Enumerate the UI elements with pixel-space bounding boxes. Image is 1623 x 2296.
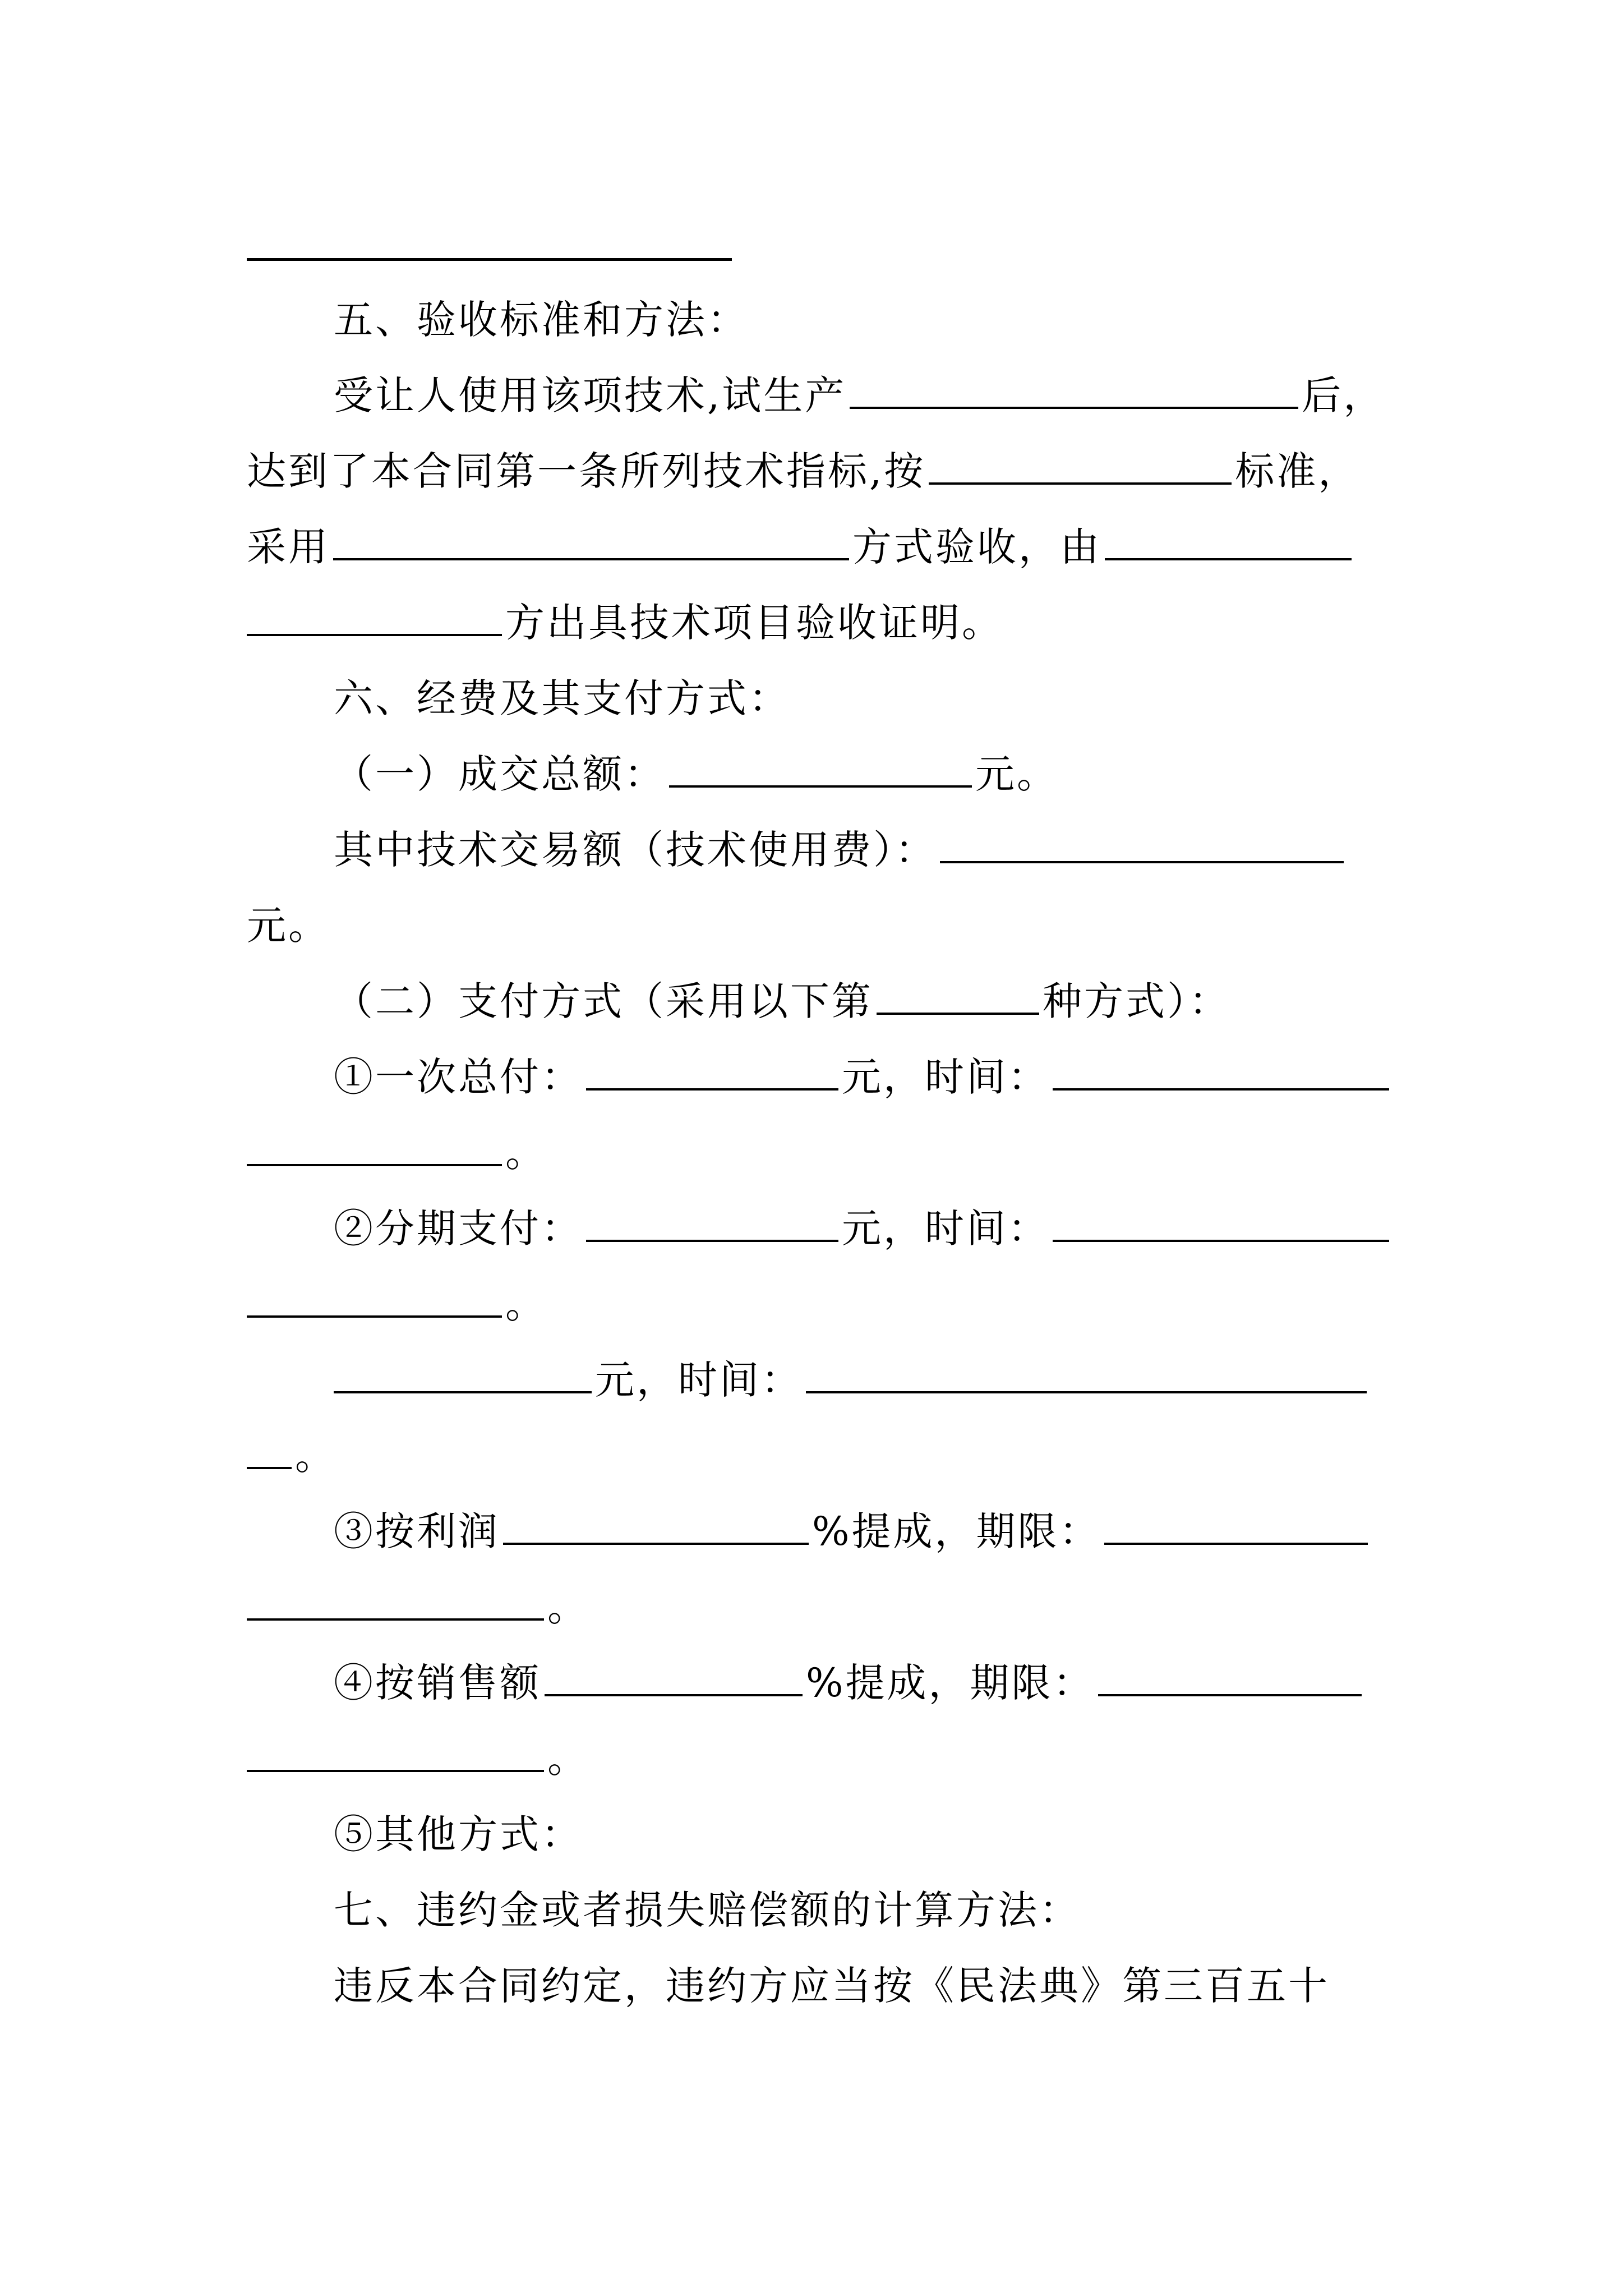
option-2-line: ②分期支付： 元，时间： bbox=[247, 1198, 1376, 1259]
fill-blank-issuing-party-cont[interactable] bbox=[247, 600, 502, 636]
fill-blank-tech-fee[interactable] bbox=[940, 827, 1344, 863]
fill-blank-total-amount[interactable] bbox=[669, 752, 972, 788]
payment-method-line: （二）支付方式（采用以下第 种方式）： bbox=[334, 978, 1230, 1024]
fill-blank-installment-2-time-cont[interactable] bbox=[247, 1433, 292, 1469]
fill-blank-sales-percent[interactable] bbox=[545, 1660, 803, 1696]
option-4-line-cont: 。 bbox=[247, 1728, 1376, 1789]
fill-blank-sales-term[interactable] bbox=[1098, 1660, 1362, 1696]
section-5-paragraph-line-3: 采用 方式验收，由 bbox=[247, 516, 1376, 578]
tech-fee-line-cont: 元。 bbox=[247, 903, 330, 949]
fill-blank-installment-2-amount[interactable] bbox=[334, 1358, 592, 1393]
fill-blank-issuing-party[interactable] bbox=[1105, 524, 1352, 560]
option-2-line-cont: 。 bbox=[247, 1273, 1376, 1335]
fill-blank-installment-2-time[interactable] bbox=[806, 1358, 1367, 1393]
fill-blank-acceptance-method[interactable] bbox=[333, 524, 849, 560]
option-2-second-installment-line-cont: 。 bbox=[247, 1425, 1376, 1487]
fill-blank-installment-time[interactable] bbox=[1053, 1206, 1389, 1242]
section-6-heading: 六、经费及其支付方式： bbox=[334, 675, 790, 721]
option-3-line-cont: 。 bbox=[247, 1576, 1376, 1638]
section-5-paragraph-line-4: 方出具技术项目验收证明。 bbox=[247, 592, 1376, 654]
section-5-heading: 五、验收标准和方法： bbox=[334, 297, 749, 343]
fill-blank-standard[interactable] bbox=[929, 449, 1232, 485]
tech-fee-line: 其中技术交易额（技术使用费）： bbox=[247, 819, 1376, 881]
fill-blank-lump-sum-amount[interactable] bbox=[586, 1055, 838, 1091]
fill-blank-profit-term[interactable] bbox=[1104, 1509, 1368, 1545]
option-3-line: ③按利润 %提成，期限： bbox=[247, 1501, 1376, 1562]
fill-blank-installment-time-cont[interactable] bbox=[247, 1282, 502, 1318]
fill-blank-top bbox=[247, 258, 732, 261]
fill-blank-payment-option[interactable] bbox=[877, 979, 1039, 1015]
option-5-line: ⑤其他方式： bbox=[334, 1811, 583, 1857]
fill-blank-installment-amount[interactable] bbox=[586, 1206, 838, 1242]
option-1-line: ①一次总付： 元，时间： bbox=[247, 1046, 1376, 1108]
section-7-heading: 七、违约金或者损失赔偿额的计算方法： bbox=[334, 1887, 1081, 1933]
option-4-line: ④按销售额 %提成，期限： bbox=[247, 1652, 1376, 1714]
section-7-paragraph-line-1: 违反本合同约定，违约方应当按《民法典》第三百五十 bbox=[334, 1963, 1330, 2009]
option-2-second-installment-line: 元，时间： bbox=[247, 1349, 1376, 1411]
fill-blank-sales-term-cont[interactable] bbox=[247, 1736, 544, 1772]
fill-blank-profit-percent[interactable] bbox=[503, 1509, 809, 1545]
fill-blank-trial-production[interactable] bbox=[850, 373, 1298, 409]
total-amount-line: （一）成交总额： 元。 bbox=[334, 751, 1058, 797]
section-5-paragraph-line-1: 受让人使用该项技术,试生产 后， bbox=[334, 372, 1385, 418]
fill-blank-lump-sum-time[interactable] bbox=[1053, 1055, 1389, 1091]
fill-blank-profit-term-cont[interactable] bbox=[247, 1585, 544, 1621]
option-1-line-cont: 。 bbox=[247, 1122, 1376, 1184]
fill-blank-lump-sum-time-cont[interactable] bbox=[247, 1130, 502, 1166]
section-5-paragraph-line-2: 达到了本合同第一条所列技术指标,按 标准， bbox=[247, 448, 1360, 494]
